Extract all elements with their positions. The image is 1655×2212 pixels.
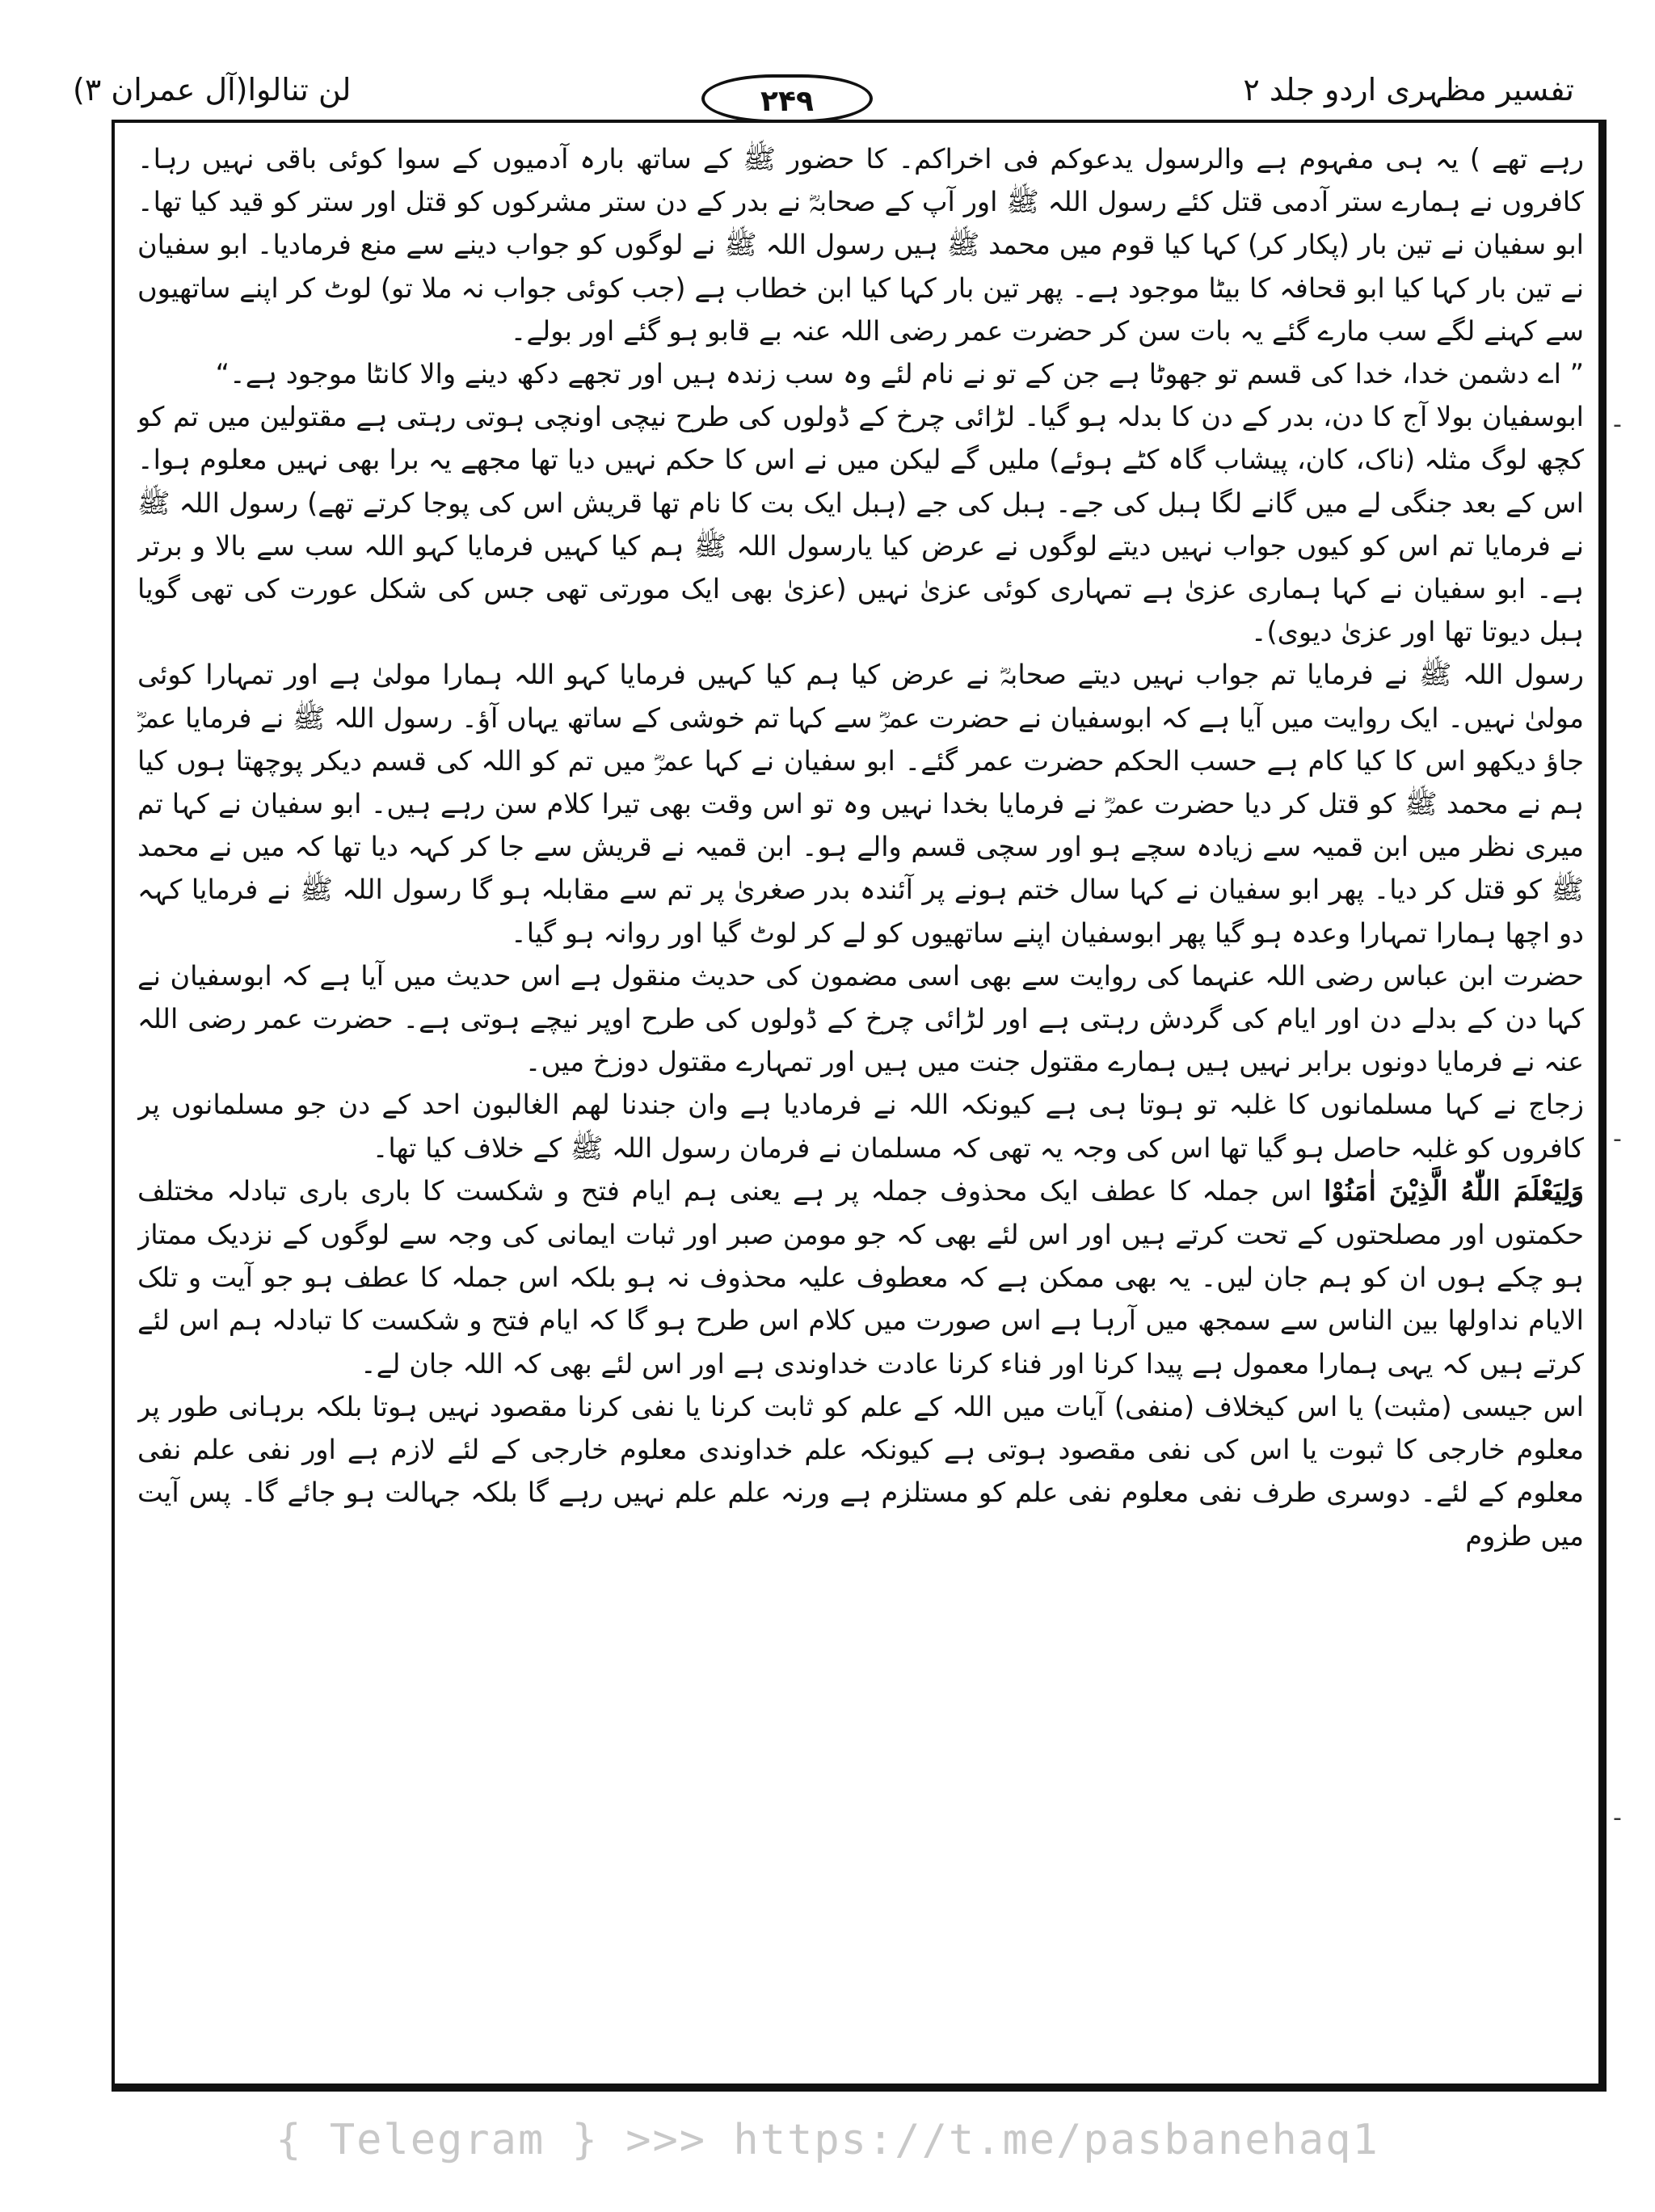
paragraph: زجاج نے کہا مسلمانوں کا غلبہ تو ہوتا ہی ہے کیونکہ اللہ نے فرمادیا ہے وان جندنا لھم الغالبون احد کے دن جو مسلمانوں پر کافروں کو غلبہ حاصل ہو گیا تھا اس کی وجہ یہ تھی کہ مسلمان نے فرمان رسول اللہ ﷺ کے خلاف کیا تھا۔	[137, 1089, 1584, 1164]
paragraph	[137, 1169, 1584, 1385]
paragraph: ابوسفیان بولا آج کا دن، بدر کے دن کا بدلہ ہو گیا۔ لڑائی چرخ کے ڈولوں کی طرح نیچی اونچی ہوتی رہتی ہے مقتولین میں تم کو کچھ لوگ مثلہ (ناک، کان، پیشاب گاہ کٹے ہوئے) ملیں گے لیکن میں نے اس کا حکم نہیں دیا تھا مجھے یہ برا بھی نہیں معلوم ہوا۔ اس کے بعد جنگی لے میں گانے لگا ہبل کی جے۔ ہبل کی جے (ہبل ایک بت کا نام تھا قریش اس کی پوجا کرتے تھے) رسول اللہ ﷺ نے فرمایا تم اس کو کیوں جواب نہیں دیتے لوگوں نے عرض کیا یارسول اللہ ﷺ ہم کیا کہیں فرمایا کہو اللہ سب سے بالا و برتر ہے۔ ابو سفیان نے کہا ہماری عزیٰ ہے تمہاری کوئی عزیٰ نہیں (عزیٰ بھی ایک مورتی تھی جس کی شکل عورت کی تھی گویا ہبل دیوتا تھا اور عزیٰ دیوی)۔	[137, 401, 1584, 648]
quote-paragraph: ” اے دشمن خدا، خدا کی قسم تو جھوٹا ہے جن کے تو نے نام لئے وہ سب زندہ ہیں اور تجھے دکھ دینے والا کانٹا موجود ہے۔“	[215, 358, 1584, 390]
page-number: ۲۴۹	[701, 74, 873, 123]
book-title-header: تفسیر مظہری اردو جلد ۲	[1243, 72, 1574, 107]
telegram-watermark: { Telegram } >>> https://t.me/pasbanehaq1	[276, 2116, 1379, 2164]
quranic-ayah: وَلِيَعْلَمَ اللّٰهُ الَّذِيْنَ اٰمَنُوْا	[1323, 1174, 1584, 1207]
chapter-header: لن تنالوا(آل عمران ۳)	[73, 72, 352, 107]
paragraph: اس جیسی (مثبت) یا اس کیخلاف (منفی) آیات میں اللہ کے علم کو ثابت کرنا یا نفی کرنا مقصود نہیں ہوتا بلکہ برہانی طور پر معلوم خارجی کا ثبوت یا اس کی نفی مقصود ہوتی ہے کیونکہ علم خداوندی معلوم خارجی کے لئے لازم ہے اور نفی علم نفی معلوم کے لئے۔ دوسری طرف نفی معلوم نفی علم کو مستلزم ہے ورنہ علم علم نہیں رہے گا بلکہ جہالت ہو جائے گا۔ پس آیت میں طزوم	[137, 1390, 1584, 1552]
paragraph: رہے تھے ) یہ ہی مفہوم ہے والرسول یدعوکم فی اخراکم۔ کا حضور ﷺ کے ساتھ بارہ آدمیوں کے سوا کوئی باقی نہیں رہا۔ کافروں نے ہمارے ستر آدمی قتل کئے رسول اللہ ﷺ اور آپ کے صحابہؓ نے بدر کے دن ستر مشرکوں کو قتل اور ستر کو قید کیا تھا۔ ابو سفیان نے تین بار (پکار کر) کہا کیا قوم میں محمد ﷺ ہیں رسول اللہ ﷺ نے لوگوں کو جواب دینے سے منع فرمادیا۔ ابو سفیان نے تین بار کہا کیا ابو قحافہ کا بیٹا موجود ہے۔ پھر تین بار کہا کیا ابن خطاب ہے (جب کوئی جواب نہ ملا تو) لوٹ کر اپنے ساتھیوں سے کہنے لگے سب مارے گئے یہ بات سن کر حضرت عمر رضی اللہ عنہ بے قابو ہو گئے اور بولے۔	[137, 143, 1584, 347]
paragraph: حضرت ابن عباس رضی اللہ عنہما کی روایت سے بھی اسی مضمون کی حدیث منقول ہے اس حدیث میں آیا ہے کہ ابوسفیان نے کہا دن کے بدلے دن اور ایام کی گردش رہتی ہے اور لڑائی چرخ کے ڈولوں کی طرح اوپر نیچے ہوتی ہے۔ حضرت عمر رضی اللہ عنہ نے فرمایا دونوں برابر نہیں ہیں ہمارے مقتول جنت میں ہیں اور تمہارے مقتول دوزخ میں۔	[137, 959, 1584, 1078]
margin-mark: -	[1613, 1125, 1622, 1153]
paragraph: رسول اللہ ﷺ نے فرمایا تم جواب نہیں دیتے صحابہؓ نے عرض کیا ہم کیا کہیں فرمایا کہو اللہ ہمارا مولیٰ ہے اور تمہارا کوئی مولیٰ نہیں۔ ایک روایت میں آیا ہے کہ ابوسفیان نے حضرت عمرؓ سے کہا تم خوشی کے ساتھ یہاں آؤ۔ رسول اللہ ﷺ نے فرمایا عمرؓ جاؤ دیکھو اس کا کیا کام ہے حسب الحکم حضرت عمر گئے۔ ابو سفیان نے کہا عمرؓ میں تم کو اللہ کی قسم دیکر پوچھتا ہوں کیا ہم نے محمد ﷺ کو قتل کر دیا حضرت عمرؓ نے فرمایا بخدا نہیں وہ تو اس وقت بھی تیرا کلام سن رہے ہیں۔ ابو سفیان نے کہا تم میری نظر میں ابن قمیہ سے زیادہ سچے ہو اور سچی قسم والے ہو۔ ابن قمیہ نے قریش سے جا کر کہہ دیا تھا کہ میں نے محمد ﷺ کو قتل کر دیا۔ پھر ابو سفیان نے کہا سال ختم ہونے پر آئندہ بدر صغریٰ پر تم سے مقابلہ ہو گا رسول اللہ ﷺ نے فرمایا کہہ دو اچھا ہمارا تمہارا وعدہ ہو گیا پھر ابوسفیان اپنے ساتھیوں کو لے کر لوٹ گیا اور روانہ ہو گیا۔	[137, 659, 1584, 949]
paragraph-text: اس جملہ کا عطف ایک محذوف جملہ پر ہے یعنی ہم ایام فتح و شکست کا باری باری تبادلہ مختلف حکمتوں اور مصلحتوں کے تحت کرتے ہیں اور اس لئے بھی کہ جو مومن صبر اور ثبات ایمانی کی وجہ سے لوگوں کے نزدیک ممتاز ہو چکے ہوں ان کو ہم جان لیں۔ یہ بھی ممکن ہے کہ معطوف علیہ محذوف نہ ہو بلکہ اس جملہ کا عطف ہو جو آیت و تلک الایام نداولھا بین الناس سے سمجھ میں آرہا ہے اس صورت میں کلام اس طرح ہو گا کہ ایام فتح و شکست کا تبادلہ ہم اس لئے کرتے ہیں کہ یہی ہمارا معمول ہے پیدا کرنا اور فناء کرنا عادت خداوندی ہے اور اس لئے بھی کہ اللہ جان لے۔	[137, 1174, 1584, 1380]
tafsir-body	[137, 137, 1584, 2069]
margin-mark: -	[1613, 1804, 1622, 1832]
margin-mark: -	[1613, 411, 1622, 439]
